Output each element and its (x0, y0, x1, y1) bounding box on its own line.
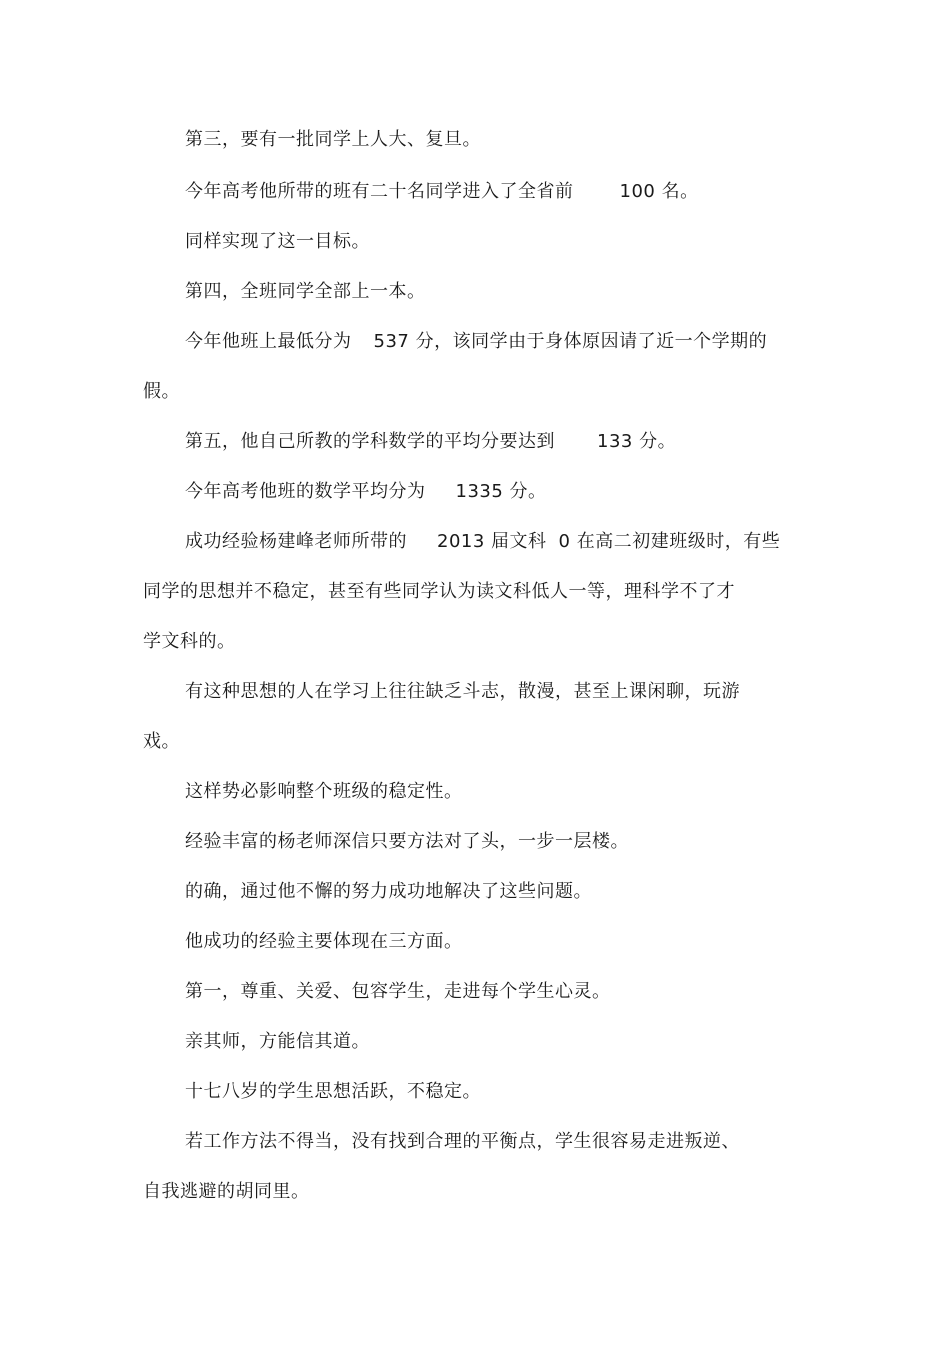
text-line: 的确，通过他不懈的努力成功地解决了这些问题。 (185, 881, 592, 902)
text-line: 这样势必影响整个班级的稳定性。 (185, 781, 463, 802)
text-line: 第一，尊重、关爱、包容学生，走进每个学生心灵。 (185, 981, 611, 1002)
text-line: 若工作方法不得当，没有找到合理的平衡点，学生很容易走进叛逆、 (185, 1131, 740, 1152)
text-line: 今年高考他所带的班有二十名同学进入了全省前 100 名。 (185, 181, 699, 202)
text-line: 亲其师，方能信其道。 (185, 1031, 370, 1052)
text-line: 第五，他自己所教的学科数学的平均分要达到 133 分。 (185, 431, 677, 452)
text-line: 今年高考他班的数学平均分为 1335 分。 (185, 481, 547, 502)
text-line: 有这种思想的人在学习上往往缺乏斗志，散漫，甚至上课闲聊，玩游 (185, 681, 740, 702)
text-line: 同样实现了这一目标。 (185, 231, 370, 252)
text-line: 经验丰富的杨老师深信只要方法对了头，一步一层楼。 (185, 831, 629, 852)
text-line: 第四，全班同学全部上一本。 (185, 281, 426, 302)
text-line: 学文科的。 (143, 631, 236, 652)
text-line: 同学的思想并不稳定，甚至有些同学认为读文科低人一等，理科学不了才 (143, 581, 735, 602)
text-line: 第三，要有一批同学上人大、复旦。 (185, 129, 481, 150)
text-line: 假。 (143, 381, 180, 402)
text-line: 十七八岁的学生思想活跃，不稳定。 (185, 1081, 481, 1102)
text-line: 戏。 (143, 731, 180, 752)
text-line: 成功经验杨建峰老师所带的 2013 届文科 0 在高二初建班级时，有些 (185, 531, 781, 552)
text-line: 他成功的经验主要体现在三方面。 (185, 931, 463, 952)
text-line: 自我逃避的胡同里。 (143, 1181, 310, 1202)
text-line: 今年他班上最低分为 537 分，该同学由于身体原因请了近一个学期的 (185, 331, 768, 352)
